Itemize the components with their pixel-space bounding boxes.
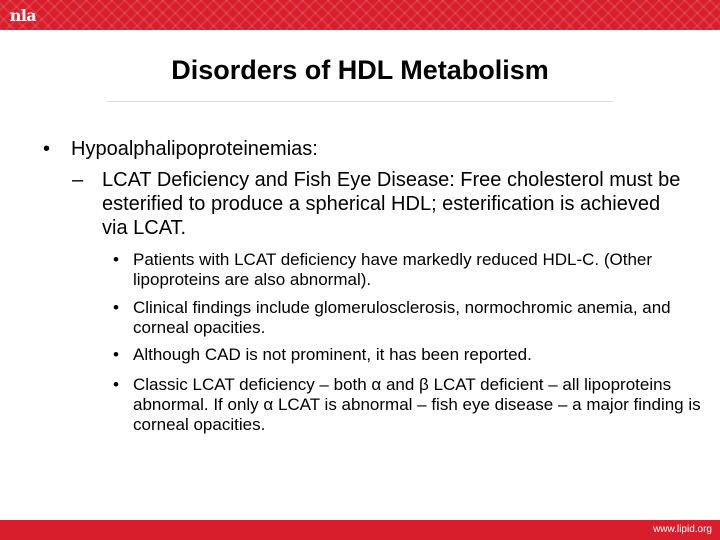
- dash-marker: –: [72, 169, 84, 191]
- bullet-marker: •: [113, 345, 119, 364]
- header-band: [0, 0, 720, 30]
- footer-url: www.lipid.org: [653, 524, 712, 535]
- logo-text: nla: [9, 5, 37, 25]
- nla-logo: [6, 3, 40, 27]
- bullet-marker: •: [113, 375, 119, 394]
- bullet-marker: •: [43, 138, 51, 160]
- bullet-text: Hypoalphalipoproteinemias:: [71, 138, 318, 160]
- bullet-marker: •: [113, 298, 119, 317]
- title-divider: [107, 101, 613, 102]
- slide-title: Disorders of HDL Metabolism: [171, 55, 549, 85]
- footer-band: [0, 520, 720, 540]
- bullet-text: Although CAD is not prominent, it has been reported.: [133, 345, 532, 364]
- bullet-text: Patients with LCAT deficiency have markedly reduced HDL-C. (Other lipoproteins are also abnormal).: [133, 250, 653, 289]
- bullet-text: Classic LCAT deficiency – both α and β LCAT deficient – all lipoproteins abnormal. If only α LCAT is abnormal – fish eye disease – a major finding is corneal opacities.: [133, 375, 701, 434]
- bullet-marker: •: [113, 250, 119, 269]
- bullet-text: Clinical findings include glomerulosclerosis, normochromic anemia, and corneal opacities.: [133, 298, 671, 337]
- bullet-text: LCAT Deficiency and Fish Eye Disease: Free cholesterol must be esterified to produce a spherical HDL; esterification is achieved via LCAT.: [102, 169, 681, 239]
